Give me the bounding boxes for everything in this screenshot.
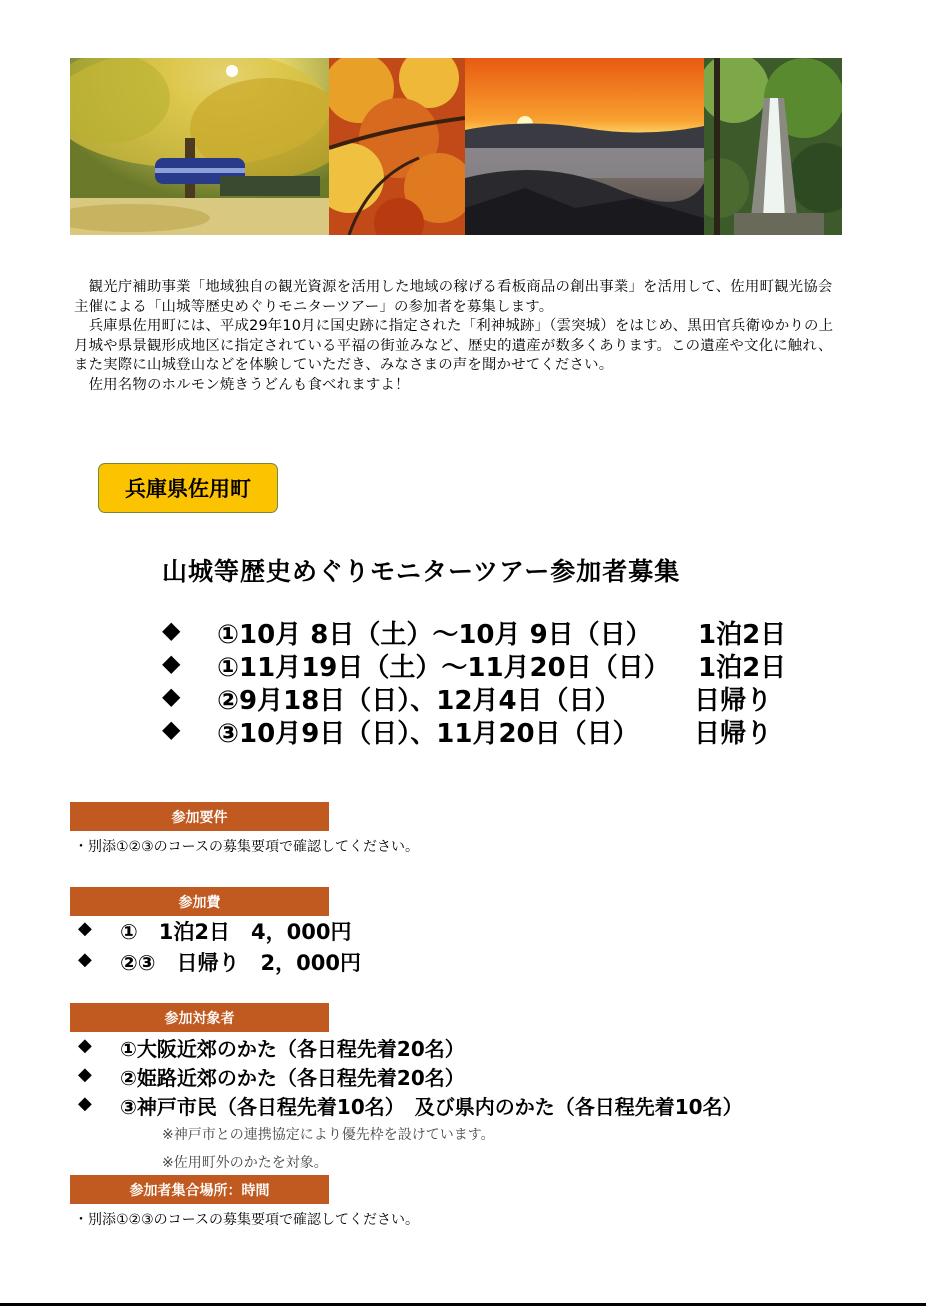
date-text: ①10月 8日（土）～10月 9日（日） xyxy=(217,620,652,650)
ginkgo-train-photo xyxy=(70,58,329,235)
fee-label: 参加費 xyxy=(70,887,329,916)
intro-paragraph-1: 観光庁補助事業「地域独自の観光資源を活用した地域の稼げる看板商品の創出事業」を活用して、佐用町観光協会主催による「山城等歴史めぐりモニターツアー」の参加者を募集します。 xyxy=(74,279,833,315)
requirements-label: 参加要件 xyxy=(70,802,329,831)
bottom-divider xyxy=(0,1303,926,1306)
meeting-note: ・別添①②③のコースの募集要項で確認してください。 xyxy=(74,1212,419,1228)
diamond-bullet-icon: ◆ xyxy=(78,918,92,939)
diamond-bullet-icon: ◆ xyxy=(78,1035,92,1056)
audience-text: ①大阪近郊のかた（各日程先着20名） xyxy=(120,1037,465,1061)
fee-text: ②③ 日帰り 2，000円 xyxy=(120,951,362,975)
diamond-bullet-icon: ◆ xyxy=(78,1093,92,1114)
diamond-bullet-icon: ◆ xyxy=(162,682,181,710)
place-badge: 兵庫県佐用町 xyxy=(98,463,278,513)
intro-paragraph-3: 佐用名物のホルモン焼きうどんも食べれますよ！ xyxy=(74,376,410,393)
date-text: ③10月9日（日）、11月20日（日） xyxy=(217,719,639,749)
meeting-label: 参加者集合場所：時間 xyxy=(70,1175,329,1204)
date-duration: 1泊2日 xyxy=(698,653,787,683)
requirements-note: ・別添①②③のコースの募集要項で確認してください。 xyxy=(74,839,419,855)
audience-text: ②姫路近郊のかた（各日程先着20名） xyxy=(120,1066,465,1090)
audience-label: 参加対象者 xyxy=(70,1003,329,1032)
fee-text: ① 1泊2日 4，000円 xyxy=(120,920,352,944)
waterfall-photo xyxy=(704,58,842,235)
audience-note-outside: ※佐用町外のかたを対象。 xyxy=(162,1155,328,1171)
date-text: ①11月19日（土）～11月20日（日） xyxy=(217,653,670,683)
diamond-bullet-icon: ◆ xyxy=(162,715,181,743)
date-text: ②9月18日（日）、12月4日（日） xyxy=(217,686,621,716)
audience-note-kobe: ※神戸市との連携協定により優先枠を設けています。 xyxy=(162,1127,495,1143)
diamond-bullet-icon: ◆ xyxy=(78,1064,92,1085)
diamond-bullet-icon: ◆ xyxy=(162,616,181,644)
audience-text: ③神戸市民（各日程先着10名） 及び県内のかた（各日程先着10名） xyxy=(120,1095,743,1119)
intro-paragraph-2: 兵庫県佐用町には、平成29年10月に国史跡に指定された「利神城跡」（雲突城）をはじめ、黒田官兵衛ゆかりの上月城や県景観形成地区に指定されている平福の街並みなど、歴史的遺産が数多くあります。この遺産や文化に触れ、また実際に山城登山などを体験していただき、みなさまの声を聞かせてください。 xyxy=(74,318,834,374)
autumn-maple-photo xyxy=(329,58,465,235)
tour-title: 山城等歴史めぐりモニターツアー参加者募集 xyxy=(162,557,681,586)
diamond-bullet-icon: ◆ xyxy=(78,949,92,970)
date-duration: 日帰り xyxy=(694,686,773,716)
intro-text xyxy=(74,278,834,396)
date-duration: 日帰り xyxy=(694,719,773,749)
diamond-bullet-icon: ◆ xyxy=(162,649,181,677)
sunrise-sea-of-clouds-photo xyxy=(465,58,704,235)
date-duration: 1泊2日 xyxy=(698,620,787,650)
